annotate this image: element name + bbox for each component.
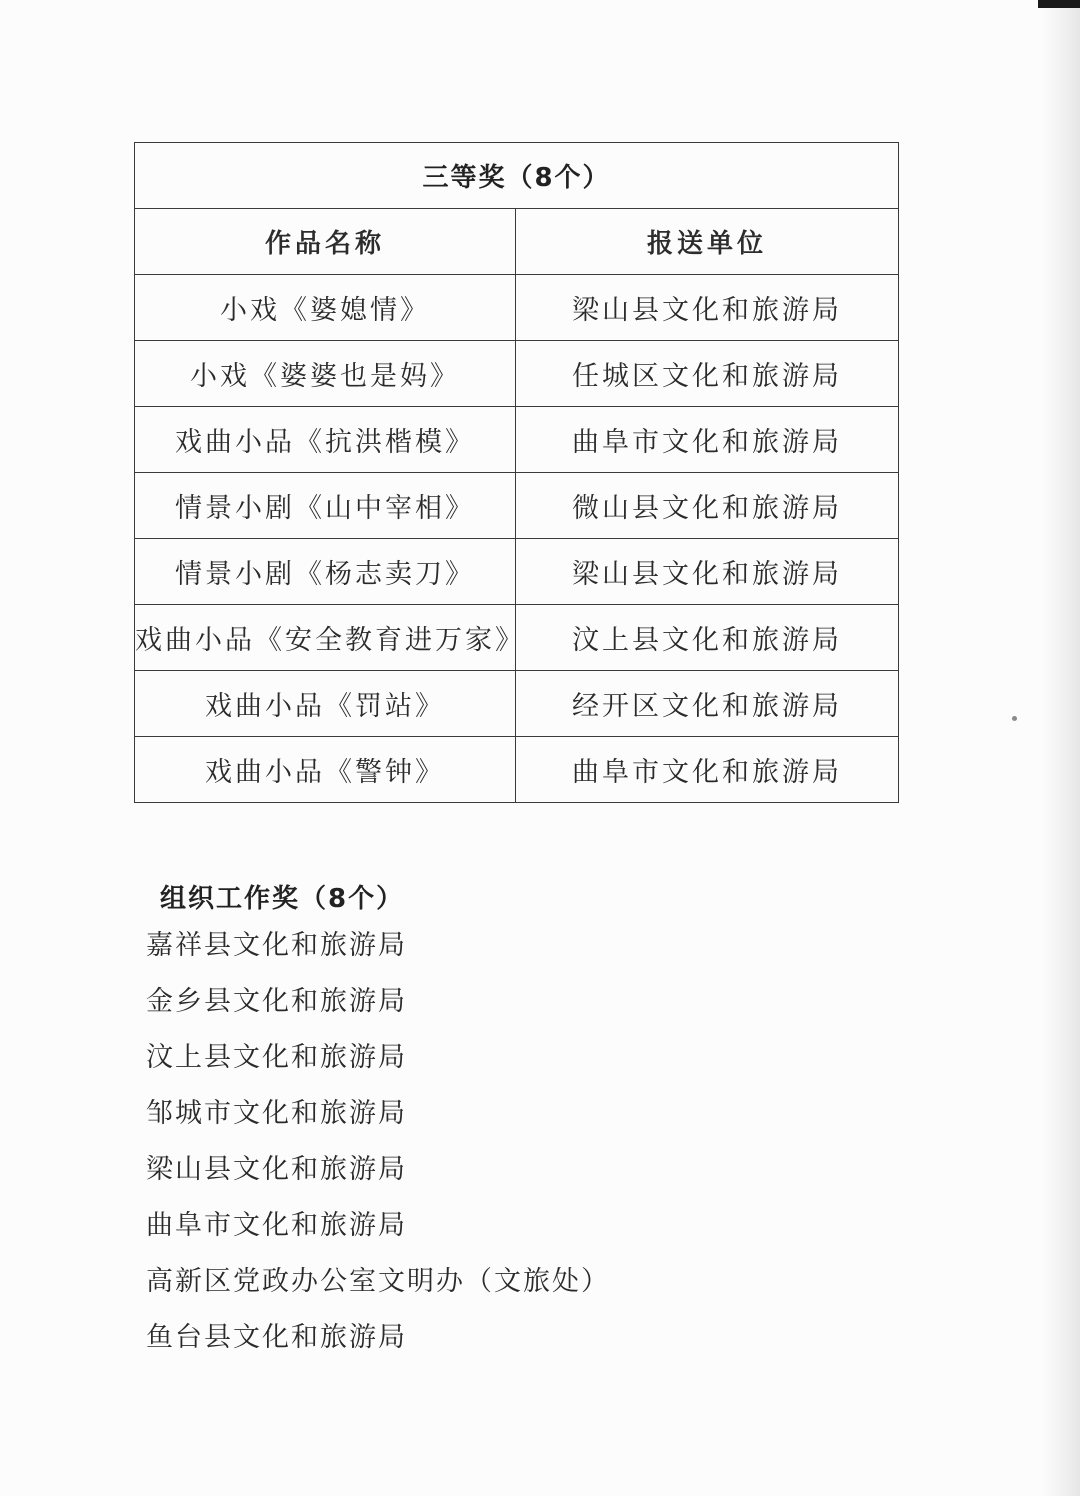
list-item: 鱼台县文化和旅游局 bbox=[146, 1322, 407, 1353]
organization-award-heading: 组织工作奖（8个） bbox=[160, 884, 405, 914]
list-item: 高新区党政办公室文明办（文旅处） bbox=[146, 1266, 610, 1297]
scanned-page-edge bbox=[1042, 0, 1080, 1496]
submitting-unit-cell: 微山县文化和旅游局 bbox=[516, 473, 899, 539]
table-row bbox=[135, 407, 899, 473]
list-item: 邹城市文化和旅游局 bbox=[146, 1098, 407, 1129]
column-header-submitting-unit: 报送单位 bbox=[516, 209, 899, 275]
submitting-unit-cell: 经开区文化和旅游局 bbox=[516, 671, 899, 737]
work-name-cell: 戏曲小品《抗洪楷模》 bbox=[135, 407, 516, 473]
submitting-unit-cell: 任城区文化和旅游局 bbox=[516, 341, 899, 407]
table-title: 三等奖（8个） bbox=[135, 143, 899, 209]
submitting-unit-cell: 汶上县文化和旅游局 bbox=[516, 605, 899, 671]
list-item: 金乡县文化和旅游局 bbox=[146, 986, 407, 1017]
table-row bbox=[135, 605, 899, 671]
list-item: 曲阜市文化和旅游局 bbox=[146, 1210, 407, 1241]
third-prize-table bbox=[134, 142, 899, 803]
work-name-cell: 情景小剧《山中宰相》 bbox=[135, 473, 516, 539]
list-item: 汶上县文化和旅游局 bbox=[146, 1042, 407, 1073]
list-item: 嘉祥县文化和旅游局 bbox=[146, 930, 407, 961]
column-header-work-name: 作品名称 bbox=[135, 209, 516, 275]
submitting-unit-cell: 曲阜市文化和旅游局 bbox=[516, 737, 899, 803]
table-row bbox=[135, 473, 899, 539]
submitting-unit-cell: 梁山县文化和旅游局 bbox=[516, 539, 899, 605]
submitting-unit-cell: 梁山县文化和旅游局 bbox=[516, 275, 899, 341]
organization-award-list bbox=[146, 926, 610, 1374]
table-row bbox=[135, 737, 899, 803]
work-name-cell: 小戏《婆媳情》 bbox=[135, 275, 516, 341]
scan-corner-mark bbox=[1038, 0, 1080, 8]
table-row bbox=[135, 275, 899, 341]
work-name-cell: 戏曲小品《罚站》 bbox=[135, 671, 516, 737]
table-row bbox=[135, 341, 899, 407]
work-name-cell: 小戏《婆婆也是妈》 bbox=[135, 341, 516, 407]
work-name-cell: 情景小剧《杨志卖刀》 bbox=[135, 539, 516, 605]
work-name-cell: 戏曲小品《警钟》 bbox=[135, 737, 516, 803]
scan-speck bbox=[1012, 716, 1017, 721]
list-item: 梁山县文化和旅游局 bbox=[146, 1154, 407, 1185]
work-name-cell: 戏曲小品《安全教育进万家》 bbox=[135, 605, 516, 671]
table-row bbox=[135, 539, 899, 605]
submitting-unit-cell: 曲阜市文化和旅游局 bbox=[516, 407, 899, 473]
table-row bbox=[135, 671, 899, 737]
